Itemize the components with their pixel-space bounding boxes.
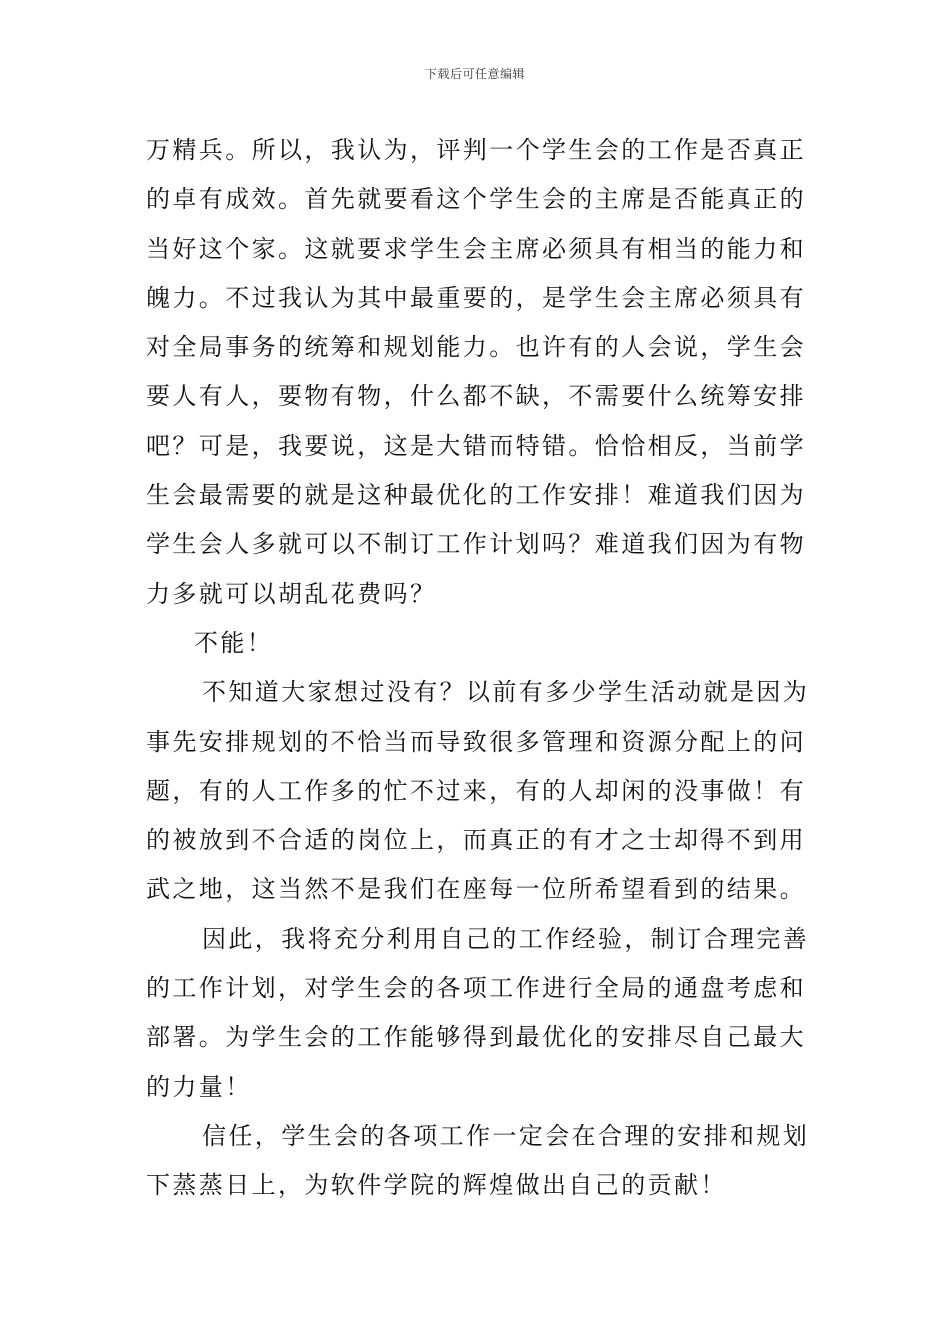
paragraph: 不知道大家想过没有？以前有多少学生活动就是因为事先安排规划的不恰当而导致很多管理和资源分配上的问题，有的人工作多的忙不过来，有的人却闲的没事做！有的被放到不合适的岗位上，而真正的有才之士却得不到用武之地，这当然不是我们在座每一位所希望看到的结果。 xyxy=(146,678,810,904)
paragraph: 万精兵。所以，我认为，评判一个学生会的工作是否真正的卓有成效。首先就要看这个学生会的主席是否能真正的当好这个家。这就要求学生会主席必须具有相当的能力和魄力。不过我认为其中最重要的，是学生会主席必须具有对全局事务的统筹和规划能力。也许有的人会说，学生会要人有人，要物有物，什么都不缺，不需要什么统筹安排吧？可是，我要说，这是大错而特错。恰恰相反，当前学生会最需要的就是这种最优化的工作安排！难道我们因为学生会人多就可以不制订工作计划吗？难道我们因为有物力多就可以胡乱花费吗？ xyxy=(146,136,806,608)
paragraph: 不能！ xyxy=(194,628,274,657)
page-header: 下载后可任意编辑 xyxy=(424,67,525,81)
document-body xyxy=(146,126,816,1211)
paragraph: 因此，我将充分利用自己的工作经验，制订合理完善的工作计划，对学生会的各项工作进行全局的通盘考虑和部署。为学生会的工作能够得到最优化的安排尽自己最大的力量！ xyxy=(146,924,810,1101)
paragraph: 信任，学生会的各项工作一定会在合理的安排和规划下蒸蒸日上，为软件学院的辉煌做出自己的贡献！ xyxy=(146,1121,810,1200)
